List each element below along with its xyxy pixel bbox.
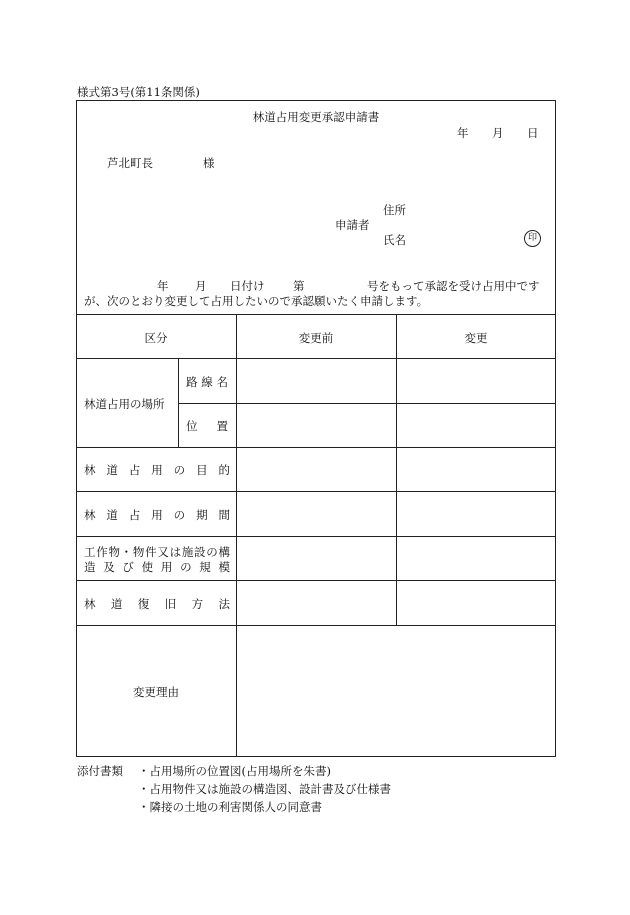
table-header-border <box>76 358 556 359</box>
attachment-item: ・隣接の土地の利害関係人の同意書 <box>138 800 322 814</box>
body-line2-text: が、次のとおり変更して占用したいので承認願いたく申請します。 <box>84 294 429 308</box>
date-month: 月 <box>492 126 504 140</box>
location-column-divider <box>178 358 179 447</box>
table-row-border <box>76 447 556 448</box>
date-day: 日 <box>527 126 539 140</box>
header-category: 区分 <box>144 331 168 345</box>
position-label: 位置 <box>186 419 228 433</box>
table-column-divider <box>396 314 397 625</box>
restoration-label: 林道復旧方法 <box>84 597 230 611</box>
structure-label-line2: 造及び使用の規模 <box>84 560 230 574</box>
attachment-item: ・占用場所の位置図(占用場所を朱書) <box>138 764 331 778</box>
address-label: 住所 <box>383 203 406 217</box>
applicant-label: 申請者 <box>335 218 370 232</box>
date-year: 年 <box>457 126 469 140</box>
location-split-line <box>178 403 556 404</box>
document-title: 林道占用変更承認申請書 <box>252 110 380 124</box>
location-label: 林道占用の場所 <box>84 397 165 411</box>
table-row-border <box>76 580 556 581</box>
name-label: 氏名 <box>383 233 406 247</box>
structure-label-line1: 工作物・物件又は施設の構 <box>84 545 230 559</box>
body-line1-text: 号をもって承認を受け占用中です <box>367 279 540 293</box>
reason-label: 変更理由 <box>133 685 179 699</box>
seal-mark: 印 <box>524 230 541 247</box>
period-label: 林道占用の期間 <box>84 508 230 522</box>
body-number-prefix: 第 <box>293 279 305 293</box>
attachments-label: 添付書類 <box>77 764 123 778</box>
table-row-border <box>76 625 556 626</box>
addressee-name: 芦北町長 <box>107 156 153 170</box>
form-number: 様式第3号(第11条関係) <box>77 85 200 99</box>
header-after: 変更 <box>464 331 488 345</box>
body-dated: 日付け <box>230 279 265 293</box>
attachment-item: ・占用物件又は施設の構造図、設計書及び仕様書 <box>138 782 391 796</box>
route-name-label: 路線名 <box>186 375 228 389</box>
table-row-border <box>76 536 556 537</box>
body-year: 年 <box>157 279 169 293</box>
addressee-honorific: 様 <box>203 156 215 170</box>
table-column-divider <box>236 314 237 757</box>
header-before: 変更前 <box>298 331 334 345</box>
body-month: 月 <box>195 279 207 293</box>
application-form-frame <box>76 100 556 757</box>
table-row-border <box>76 491 556 492</box>
purpose-label: 林道占用の目的 <box>84 463 230 477</box>
table-top-border <box>76 314 556 315</box>
